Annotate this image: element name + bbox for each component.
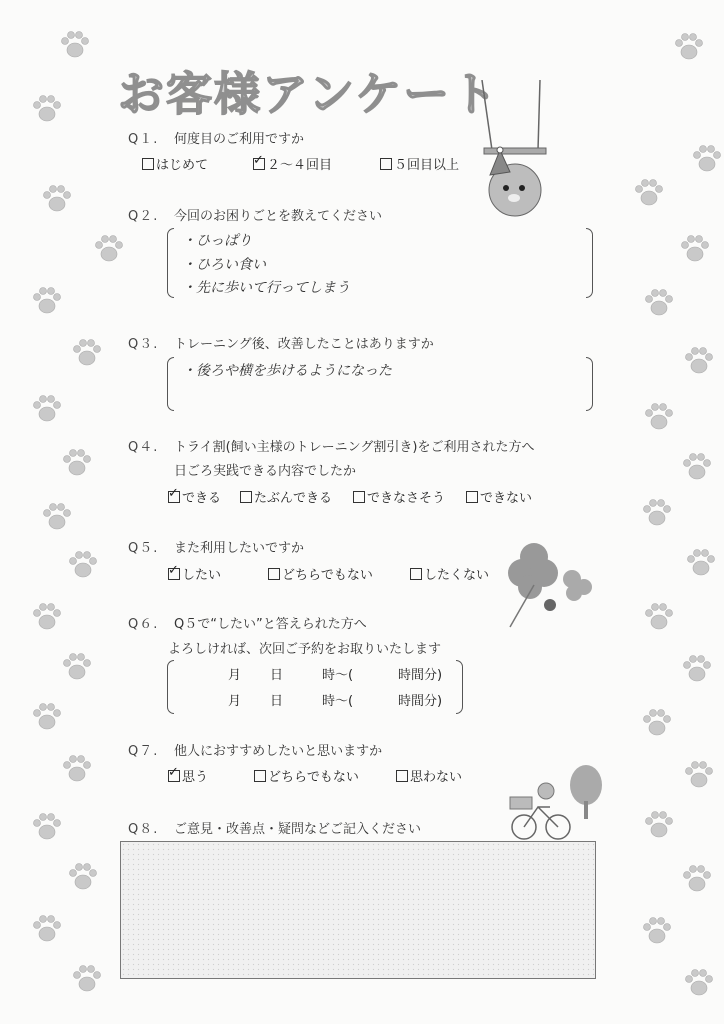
paw-print-icon [30, 810, 64, 844]
paw-print-icon [642, 400, 676, 434]
paw-print-icon [30, 284, 64, 318]
paw-print-icon [680, 652, 714, 686]
q2-answer-2: ・ひろい食い [182, 257, 266, 273]
paw-print-icon [40, 500, 74, 534]
paw-print-icon [642, 286, 676, 320]
paw-print-icon [642, 808, 676, 842]
q6-row2-hours: 時間分) [398, 694, 443, 709]
paw-print-icon [640, 496, 674, 530]
checkbox[interactable] [466, 491, 478, 503]
paw-print-icon [30, 600, 64, 634]
q6-bracket-left [167, 660, 174, 714]
checkbox[interactable] [268, 568, 280, 580]
q5-option-neutral[interactable]: どちらでもない [268, 564, 373, 583]
q2-question: Q２. 今回のお困りごとを教えてください [128, 209, 383, 224]
paw-print-icon [30, 92, 64, 126]
q4-question: Q４. トライ割(飼い主様のトレーニング割引き)をご利用された方へ [128, 440, 535, 455]
q1-option-5plus[interactable]: ５回目以上 [380, 154, 459, 173]
paw-print-icon [66, 860, 100, 894]
q5-option-yes[interactable]: ✓したい [168, 564, 221, 583]
paw-print-icon [60, 752, 94, 786]
paw-print-icon [60, 446, 94, 480]
paw-print-icon [40, 182, 74, 216]
paw-print-icon [30, 392, 64, 426]
survey-title: お客様アンケート [118, 67, 500, 121]
clover-illustration [500, 535, 600, 635]
checkbox[interactable] [410, 568, 422, 580]
q4-option-can[interactable]: ✓できる [168, 487, 221, 506]
q1-option-2to4[interactable]: ✓ ２～４回目 [253, 154, 332, 173]
paw-print-icon [682, 758, 716, 792]
paw-print-icon [684, 546, 718, 580]
checkbox[interactable] [380, 158, 392, 170]
paw-print-icon [60, 650, 94, 684]
q2-bracket-right [586, 228, 593, 298]
checkbox[interactable] [396, 770, 408, 782]
q6-row2-day: 日 [270, 694, 284, 709]
q7-question: Q７. 他人におすすめしたいと思いますか [128, 744, 383, 759]
paw-print-icon [632, 176, 666, 210]
paw-print-icon [66, 548, 100, 582]
paw-print-icon [640, 914, 674, 948]
q6-row1-hours: 時間分) [398, 668, 443, 683]
q5-question: Q５. また利用したいですか [128, 541, 305, 556]
paw-print-icon [92, 232, 126, 266]
q4-option-probably[interactable]: たぶんできる [240, 487, 332, 506]
q3-question: Q３. トレーニング後、改善したことはありますか [128, 337, 434, 352]
q6-row1-time: 時～( [322, 668, 354, 683]
checkbox-checked[interactable] [168, 491, 180, 503]
bicycle-tree-illustration [488, 755, 608, 845]
q6-question: Q６. Q５で“したい”と答えられた方へ [128, 617, 367, 632]
mascot-swing-illustration [470, 80, 560, 230]
checkbox[interactable] [240, 491, 252, 503]
q2-bracket-left [167, 228, 174, 298]
checkbox[interactable] [353, 491, 365, 503]
q7-option-yes[interactable]: ✓思う [168, 766, 208, 785]
q3-answer: ・後ろや横を歩けるようになった [182, 363, 392, 379]
q6-row1-month: 月 [228, 668, 242, 683]
paw-print-icon [30, 700, 64, 734]
paw-print-icon [70, 962, 104, 996]
q4-option-unlikely[interactable]: できなさそう [353, 487, 445, 506]
q2-answer-3: ・先に歩いて行ってしまう [182, 280, 350, 296]
q4-subquestion: 日ごろ実践できる内容でしたか [174, 464, 357, 479]
paw-print-icon [640, 706, 674, 740]
q6-row1-day: 日 [270, 668, 284, 683]
paw-print-icon [682, 966, 716, 1000]
paw-print-icon [672, 30, 706, 64]
paw-print-icon [58, 28, 92, 62]
q3-bracket-right [586, 357, 593, 411]
q6-bracket-right [456, 660, 463, 714]
q7-option-no[interactable]: 思わない [396, 766, 462, 785]
paw-print-icon [642, 600, 676, 634]
paw-print-icon [682, 344, 716, 378]
comment-box[interactable] [120, 841, 596, 979]
checkbox-checked[interactable] [168, 770, 180, 782]
q5-option-no[interactable]: したくない [410, 564, 489, 583]
paw-print-icon [690, 142, 724, 176]
q2-answer-1: ・ひっぱり [182, 233, 252, 249]
checkbox[interactable] [254, 770, 266, 782]
q3-bracket-left [167, 357, 174, 411]
q1-option-first[interactable]: はじめて [142, 154, 208, 173]
q4-option-cannot[interactable]: できない [466, 487, 532, 506]
q1-question: Q１. 何度目のご利用ですか [128, 132, 305, 147]
paw-print-icon [680, 450, 714, 484]
checkbox-checked[interactable] [253, 158, 265, 170]
q6-row2-time: 時～( [322, 694, 354, 709]
paw-print-icon [70, 336, 104, 370]
checkbox-checked[interactable] [168, 568, 180, 580]
q6-subquestion: よろしければ、次回ご予約をお取りいたします [168, 642, 442, 657]
paw-print-icon [30, 912, 64, 946]
paw-print-icon [680, 862, 714, 896]
checkbox[interactable] [142, 158, 154, 170]
q6-row2-month: 月 [228, 694, 242, 709]
q8-question: Q８. ご意見・改善点・疑問などご記入ください [128, 822, 422, 837]
q7-option-neutral[interactable]: どちらでもない [254, 766, 359, 785]
paw-print-icon [678, 232, 712, 266]
